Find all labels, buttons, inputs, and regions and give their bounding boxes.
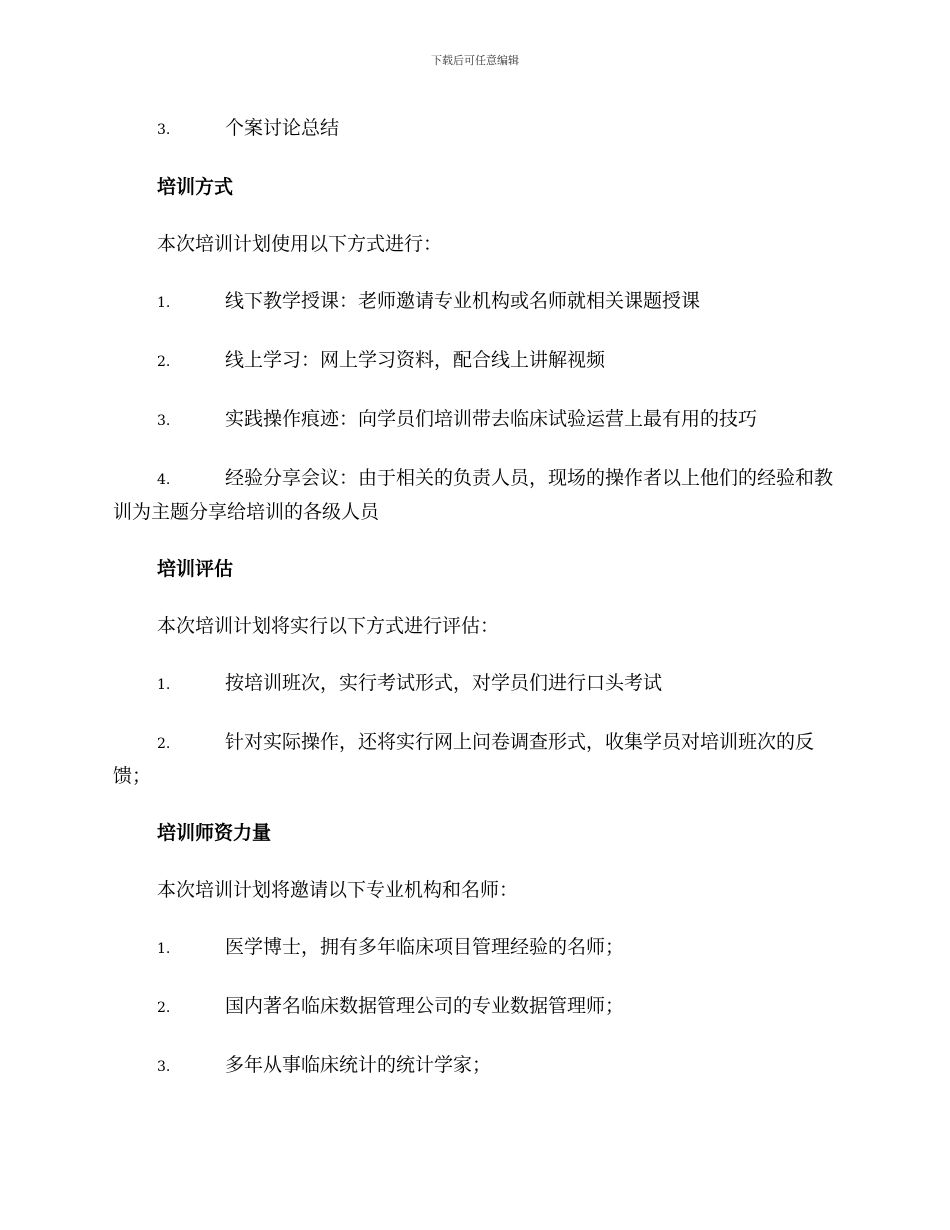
page-header: 下载后可任意编辑 <box>431 54 519 67</box>
list-item <box>113 403 838 437</box>
list-item <box>113 285 838 319</box>
list-number: 2. <box>157 1000 171 1016</box>
list-number: 3. <box>157 413 171 429</box>
list-number: 1. <box>157 941 171 957</box>
document-body <box>113 112 838 1108</box>
list-text: 线下教学授课：老师邀请专业机构或名师就相关课题授课 <box>225 290 701 312</box>
list-number: 2. <box>157 354 171 370</box>
list-text: 国内著名临床数据管理公司的专业数据管理师； <box>225 995 625 1017</box>
list-item <box>113 931 838 965</box>
list-item <box>113 1049 838 1083</box>
section-heading-evaluation: 培训评估 <box>157 558 234 580</box>
list-number: 3. <box>157 122 171 138</box>
list-item <box>113 990 838 1024</box>
list-text: 实践操作痕迹：向学员们培训带去临床试验运营上最有用的技巧 <box>225 408 758 430</box>
list-text: 多年从事临床统计的统计学家； <box>225 1054 492 1076</box>
section-lead: 本次培训计划将邀请以下专业机构和名师： <box>157 879 519 901</box>
list-text: 针对实际操作，还将实行网上问卷调查形式，收集学员对培训班次的反馈； <box>113 731 815 787</box>
list-item <box>113 667 838 701</box>
list-number: 1. <box>157 677 171 693</box>
section-heading-trainers: 培训师资力量 <box>157 822 272 844</box>
list-item <box>113 726 838 792</box>
list-number: 1. <box>157 295 171 311</box>
section-lead: 本次培训计划使用以下方式进行： <box>157 233 443 255</box>
list-text: 经验分享会议：由于相关的负责人员，现场的操作者以上他们的经验和教训为主题分享给培训的各级人员 <box>113 467 834 523</box>
list-text: 医学博士，拥有多年临床项目管理经验的名师； <box>225 936 625 958</box>
list-item <box>113 462 838 528</box>
list-item <box>113 112 838 146</box>
list-text: 线上学习：网上学习资料，配合线上讲解视频 <box>225 349 606 371</box>
list-number: 2. <box>157 736 171 752</box>
list-text: 个案讨论总结 <box>225 117 340 139</box>
section-heading-methods: 培训方式 <box>157 176 234 198</box>
list-item <box>113 344 838 378</box>
list-number: 4. <box>157 472 171 488</box>
section-lead: 本次培训计划将实行以下方式进行评估： <box>157 615 500 637</box>
list-number: 3. <box>157 1059 171 1075</box>
list-text: 按培训班次，实行考试形式，对学员们进行口头考试 <box>225 672 663 694</box>
